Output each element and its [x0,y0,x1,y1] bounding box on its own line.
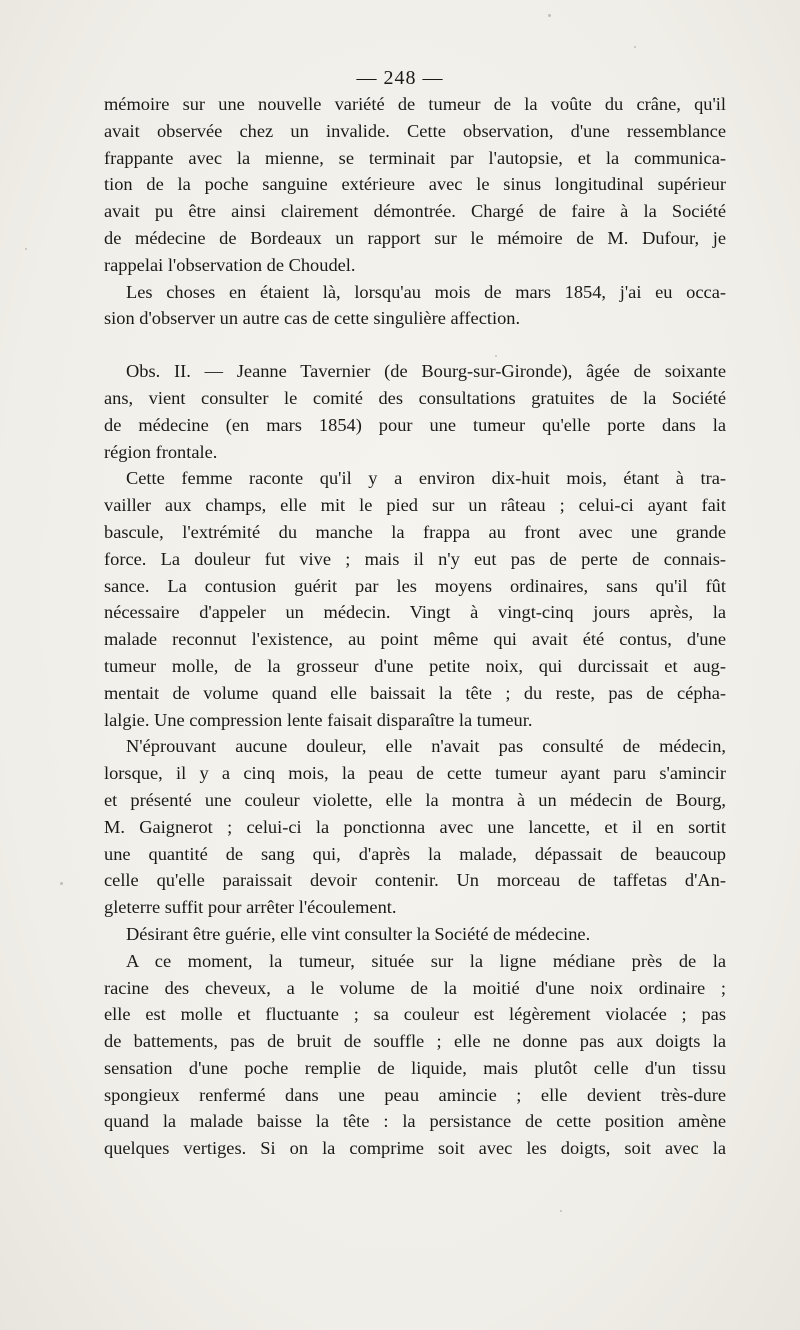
text-line: bascule, l'extrémité du manche la frappa au front avec une grande [104,521,726,542]
paragraph-consultation [104,921,726,948]
text-line: mémoire sur une nouvelle variété de tumeur de la voûte du crâne, qu'il [104,94,726,114]
text-line: avait observée chez un invalide. Cette observation, d'une ressemblance [104,120,726,141]
text-line: sion d'observer un autre cas de cette singulière affection. [104,308,521,329]
paragraph-choses [104,279,726,333]
text-line: tumeur molle, de la grosseur d'une petite noix, qui durcissait et aug- [104,655,726,676]
text-line: une quantité de sang qui, d'après la malade, dépassait de beaucoup [104,843,726,864]
text-line: Désirant être guérie, elle vint consulter la Société de médecine. [126,923,591,944]
text-line: nécessaire d'appeler un médecin. Vingt à vingt-cinq jours après, la [104,602,726,623]
paragraph-memoire [104,91,726,279]
paragraph-description-tumeur [104,948,726,1162]
text-line: Les choses en étaient là, lorsqu'au mois de mars 1854, j'ai eu occa- [126,281,726,302]
text-line: A ce moment, la tumeur, située sur la ligne médiane près de la [126,950,726,971]
text-line: M. Gaignerot ; celui-ci la ponctionna avec une lancette, et il en sortit [104,816,726,837]
text-line: malade reconnut l'existence, au point même qui avait été contus, d'une [104,629,726,650]
text-line: spongieux renfermé dans une peau amincie ; elle devient très-dure [104,1084,726,1105]
text-line: avait pu être ainsi clairement démontrée. Chargé de faire à la Société [104,201,726,222]
text-line: N'éprouvant aucune douleur, elle n'avait pas consulté de médecin, [126,736,726,757]
paper-speck [60,882,63,885]
text-line: frappante avec la mienne, se terminait par l'autopsie, et la communica- [104,147,726,168]
text-line: sensation d'une poche remplie de liquide, mais plutôt celle d'un tissu [104,1057,726,1078]
text-line: celle qu'elle paraissait devoir contenir. Un morceau de taffetas d'An- [104,870,726,891]
text-line: vailler aux champs, elle mit le pied sur un râteau ; celui-ci ayant fait [104,495,726,516]
text-line: lalgie. Une compression lente faisait disparaître la tumeur. [104,709,533,730]
body-text [104,91,726,1162]
paragraph-observation-2 [104,358,726,465]
text-line: tion de la poche sanguine extérieure avec le sinus longitudinal supérieur [104,174,726,195]
text-line: Obs. II. — Jeanne Tavernier (de Bourg-sur-Gironde), âgée de soixante [126,361,726,382]
page-number-header: — 248 — [356,67,444,89]
paragraph-recit [104,465,726,733]
text-line: région frontale. [104,441,218,462]
paragraph-gap [104,332,726,358]
text-line: lorsque, il y a cinq mois, la peau de cette tumeur ayant paru s'amincir [104,763,726,784]
text-line: racine des cheveux, a le volume de la moitié d'une noix ordinaire ; [104,977,726,998]
paragraph-ponction [104,733,726,921]
text-line: de médecine de Bordeaux un rapport sur le mémoire de M. Dufour, je [104,227,726,248]
text-line: Cette femme raconte qu'il y a environ dix-huit mois, étant à tra- [126,468,726,489]
text-line: sance. La contusion guérit par les moyens ordinaires, sans qu'il fût [104,575,726,596]
text-line: et présenté une couleur violette, elle la montra à un médecin de Bourg, [104,789,726,810]
paper-speck [560,1210,562,1212]
paper-speck [548,14,551,17]
text-line: gleterre suffit pour arrêter l'écoulement. [104,897,397,918]
text-line: ans, vient consulter le comité des consultations gratuites de la Société [104,387,726,408]
text-line: quelques vertiges. Si on la comprime soit avec les doigts, soit avec la [104,1138,726,1159]
text-line: de battements, pas de bruit de souffle ; elle ne donne pas aux doigts la [104,1031,726,1052]
text-line: force. La douleur fut vive ; mais il n'y eut pas de perte de connais- [104,548,726,569]
paper-speck [634,46,636,48]
text-line: de médecine (en mars 1854) pour une tumeur qu'elle porte dans la [104,414,726,435]
text-line: mentait de volume quand elle baissait la tête ; du reste, pas de cépha- [104,682,726,703]
paper-speck [25,248,27,250]
text-line: quand la malade baisse la tête : la persistance de cette position amène [104,1111,726,1132]
text-line: elle est molle et fluctuante ; sa couleur est légèrement violacée ; pas [104,1004,726,1025]
text-line: rappelai l'observation de Choudel. [104,254,356,275]
